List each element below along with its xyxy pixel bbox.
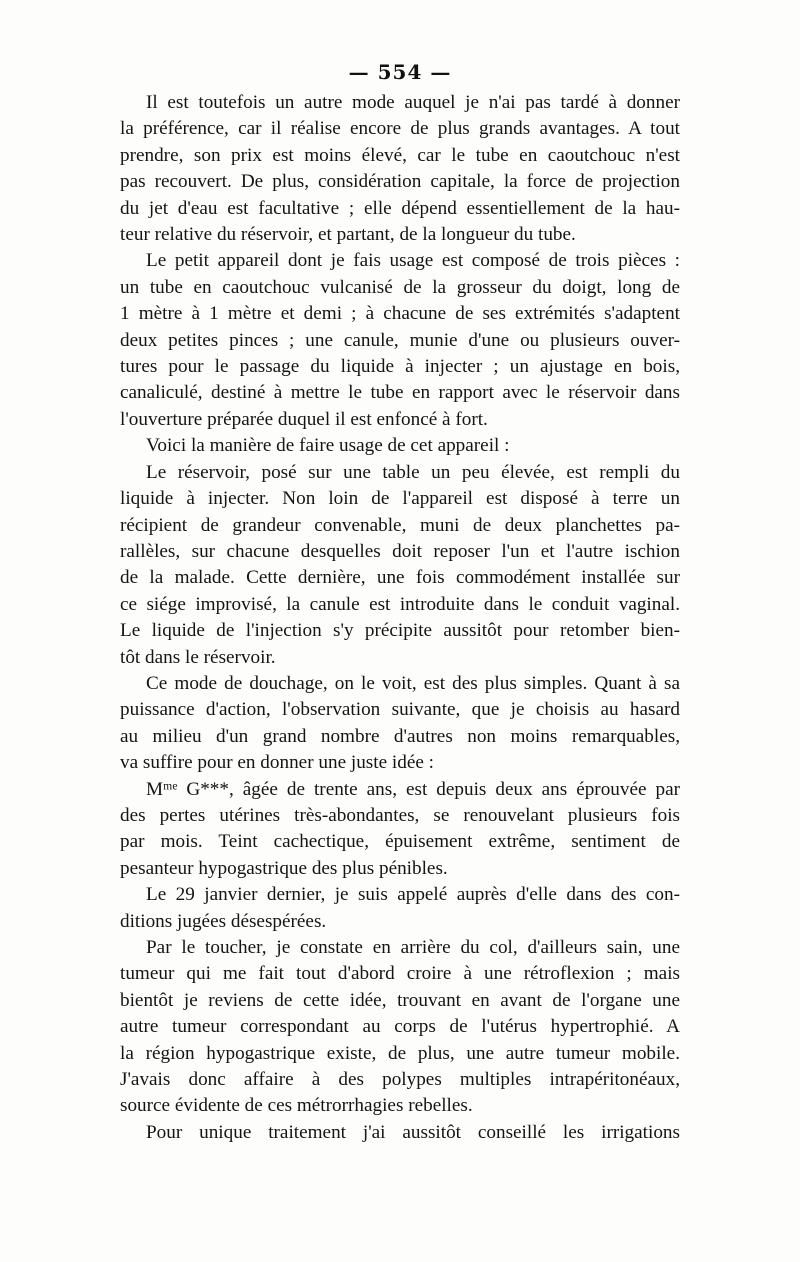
paragraph	[120, 460, 680, 671]
text-line: teur relative du réservoir, et partant, de la longueur du tube.	[120, 224, 576, 246]
text-line: Par le toucher, je constate en arrière du col, d'ailleurs sain, une	[146, 937, 680, 958]
text-line: Le réservoir, posé sur une table un peu élevée, est rempli du	[146, 461, 680, 483]
paragraph	[120, 1120, 680, 1146]
text-line: récipient de grandeur convenable, muni de deux planchettes pa-	[120, 514, 680, 536]
text-line: source évidente de ces métrorrhagies rebelles.	[120, 1095, 473, 1117]
text-line: Il est toutefois un autre mode auquel je n'ai pas tardé à donner	[146, 92, 680, 113]
text-line: tumeur qui me fait tout d'abord croire à une rétroflexion ; mais	[120, 963, 680, 985]
text-line: Pour unique traitement j'ai aussitôt conseillé les irrigations	[146, 1121, 680, 1143]
text-line: l'ouverture préparée duquel il est enfoncé à fort.	[120, 408, 488, 430]
text-line: la région hypogastrique existe, de plus, une autre tumeur mobile.	[120, 1042, 680, 1064]
text-line: par mois. Teint cachectique, épuisement extrême, sentiment de	[120, 831, 680, 853]
paragraph	[120, 433, 680, 459]
text-line: puissance d'action, l'observation suivante, que je choisis au hasard	[120, 699, 680, 721]
text-line: Voici la manière de faire usage de cet appareil :	[146, 435, 510, 457]
text-line: un tube en caoutchouc vulcanisé de la grosseur du doigt, long de	[120, 276, 680, 298]
text-line: pesanteur hypogastrique des plus pénibles.	[120, 857, 448, 879]
text-line: rallèles, sur chacune desquelles doit reposer l'un et l'autre ischion	[120, 540, 680, 562]
text-line: du jet d'eau est facultative ; elle dépend essentiellement de la hau-	[120, 197, 680, 219]
text-line: autre tumeur correspondant au corps de l'utérus hypertrophié. A	[120, 1016, 680, 1038]
page-number: — 554 —	[348, 60, 452, 84]
text-line: Le petit appareil dont je fais usage est composé de trois pièces :	[146, 250, 680, 272]
text-line: Mᵐᵉ G***, âgée de trente ans, est depuis deux ans éprouvée par	[146, 778, 680, 800]
text-line: Le 29 janvier dernier, je suis appelé auprès d'elle dans des con-	[146, 884, 680, 906]
text-line: deux petites pinces ; une canule, munie d'une ou plusieurs ouver-	[120, 329, 680, 351]
text-line: de la malade. Cette dernière, une fois commodément installée sur	[120, 567, 680, 589]
paragraph	[120, 248, 680, 433]
text-line: tôt dans le réservoir.	[120, 646, 276, 668]
text-line: liquide à injecter. Non loin de l'appareil est disposé à terre un	[120, 488, 680, 510]
paragraph	[120, 777, 680, 883]
text-line: 1 mètre à 1 mètre et demi ; à chacune de ses extrémités s'adaptent	[120, 303, 680, 325]
text-line: la préférence, car il réalise encore de plus grands avantages. A tout	[120, 118, 680, 140]
body-text	[120, 90, 680, 1146]
text-line: va suffire pour en donner une juste idée :	[120, 752, 435, 774]
text-line: des pertes utérines très-abondantes, se renouvelant plusieurs fois	[120, 804, 680, 826]
paragraph	[120, 882, 680, 935]
text-line: canaliculé, destiné à mettre le tube en rapport avec le réservoir dans	[120, 382, 680, 404]
text-line: Le liquide de l'injection s'y précipite aussitôt pour retomber bien-	[120, 620, 680, 642]
text-line: tures pour le passage du liquide à injecter ; un ajustage en bois,	[120, 356, 680, 378]
paragraph	[120, 935, 680, 1120]
text-line: bientôt je reviens de cette idée, trouvant en avant de l'organe une	[120, 989, 680, 1011]
text-line: ce siége improvisé, la canule est introduite dans le conduit vaginal.	[120, 593, 680, 615]
paragraph	[120, 671, 680, 777]
text-line: prendre, son prix est moins élevé, car le tube en caoutchouc n'est	[120, 144, 680, 166]
paragraph	[120, 90, 680, 248]
text-line: Ce mode de douchage, on le voit, est des plus simples. Quant à sa	[146, 672, 680, 694]
text-line: ditions jugées désespérées.	[120, 910, 327, 932]
text-line: au milieu d'un grand nombre d'autres non moins remarquables,	[120, 725, 680, 747]
text-line: J'avais donc affaire à des polypes multiples intrapéritonéaux,	[120, 1069, 680, 1091]
text-line: pas recouvert. De plus, considération capitale, la force de projection	[120, 171, 680, 193]
